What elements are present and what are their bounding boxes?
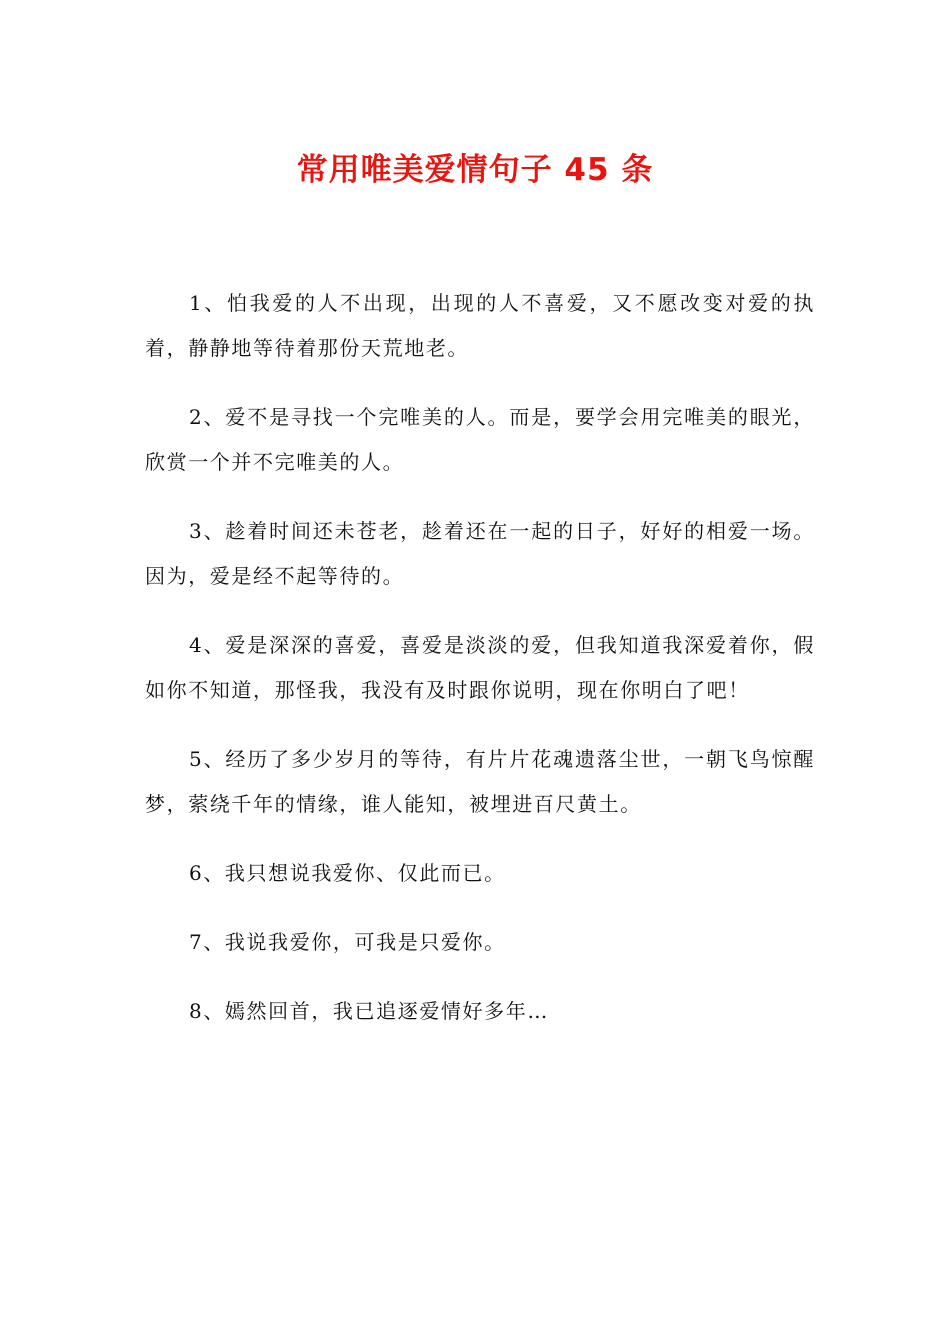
paragraph-8: 8、嫣然回首，我已追逐爱情好多年… <box>189 999 549 1023</box>
document-body <box>145 281 815 1058</box>
paragraph-7: 7、我说我爱你，可我是只爱你。 <box>189 930 506 954</box>
paragraph-2: 2、爱不是寻找一个完唯美的人。而是，要学会用完唯美的眼光，欣赏一个并不完唯美的人。 <box>145 405 815 474</box>
paragraph-3: 3、趁着时间还未苍老，趁着还在一起的日子，好好的相爱一场。因为，爱是经不起等待的。 <box>145 519 815 588</box>
paragraph-1: 1、怕我爱的人不出现，出现的人不喜爱，又不愿改变对爱的执着，静静地等待着那份天荒地老。 <box>145 291 815 360</box>
paragraph-4: 4、爱是深深的喜爱，喜爱是淡淡的爱，但我知道我深爱着你，假如你不知道，那怪我，我没有及时跟你说明，现在你明白了吧！ <box>145 633 815 702</box>
document-title: 常用唯美爱情句子 45 条 <box>296 152 654 188</box>
paragraph-6: 6、我只想说我爱你、仅此而已。 <box>189 861 506 885</box>
paragraph-5: 5、经历了多少岁月的等待，有片片花魂遗落尘世，一朝飞鸟惊醒梦，萦绕千年的情缘，谁人能知，被埋进百尺黄土。 <box>145 747 815 816</box>
